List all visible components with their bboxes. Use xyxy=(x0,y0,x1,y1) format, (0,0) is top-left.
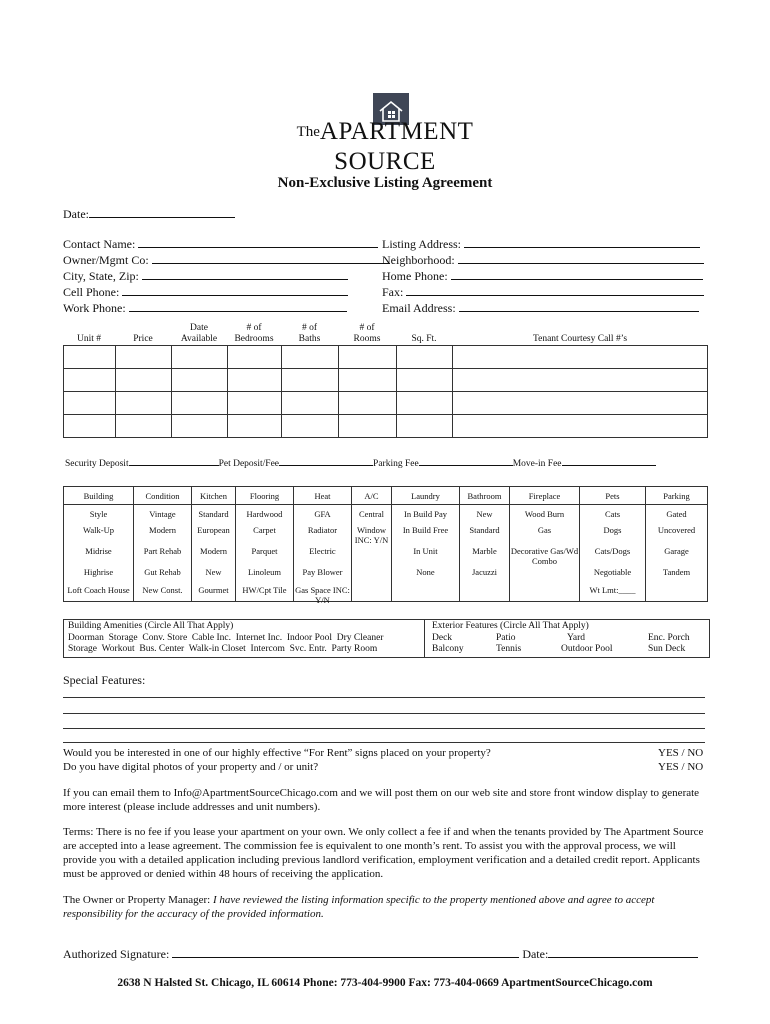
amenities-body-row xyxy=(64,505,708,602)
amenities-option[interactable]: Gourmet xyxy=(198,585,229,595)
amenities-header-cell: Condition xyxy=(134,487,192,505)
cell[interactable] xyxy=(116,346,172,369)
special-features-line[interactable] xyxy=(63,713,705,714)
owner-label: Owner/Mgmt Co: xyxy=(63,253,149,267)
amenities-option[interactable]: Gut Rehab xyxy=(144,567,181,577)
exterior-features-title: Exterior Features (Circle All That Apply) xyxy=(432,621,589,631)
amenities-header-cell: Fireplace xyxy=(510,487,580,505)
amenities-option[interactable]: Loft Coach House xyxy=(67,585,130,595)
owner-statement-text: I have reviewed the listing information specific to the property mentioned above and agree to accept responsibility for the accuracy of the provided information. xyxy=(63,894,655,920)
digital-photos-question: Do you have digital photos of your property and / or unit? xyxy=(63,761,319,773)
amenities-column-ac xyxy=(352,505,392,602)
cell[interactable] xyxy=(397,392,453,415)
cell[interactable] xyxy=(282,415,339,438)
listing-address-label: Listing Address: xyxy=(382,237,462,251)
cell[interactable] xyxy=(116,415,172,438)
cell[interactable] xyxy=(397,346,453,369)
cell[interactable] xyxy=(64,346,116,369)
unit-header: Unit # xyxy=(76,334,101,344)
special-features-line[interactable] xyxy=(63,697,705,698)
amenities-option[interactable]: Wt Lmt:____ xyxy=(589,585,636,595)
bedrooms-header: # of Bedrooms xyxy=(234,323,274,344)
amenities-option[interactable]: Tandem xyxy=(662,567,691,577)
amenities-option[interactable]: Jacuzzi xyxy=(471,567,497,577)
email-label: Email Address: xyxy=(382,301,456,315)
amenities-option[interactable]: Window INC: Y/N xyxy=(354,525,389,545)
amenities-option[interactable]: Decorative Gas/Wd Combo xyxy=(510,546,579,566)
cell[interactable] xyxy=(228,392,282,415)
pet-deposit-label: Pet Deposit/Fee xyxy=(218,459,280,469)
cell[interactable] xyxy=(64,392,116,415)
cell[interactable] xyxy=(339,392,397,415)
amenities-option[interactable]: New xyxy=(476,509,493,519)
cell-label: Cell Phone: xyxy=(63,285,120,299)
neighborhood-field[interactable] xyxy=(458,252,704,264)
amenities-option[interactable]: New xyxy=(205,567,222,577)
amenities-header-cell: Bathroom xyxy=(460,487,510,505)
cell[interactable] xyxy=(172,346,228,369)
amenities-option[interactable]: Midrise xyxy=(85,546,112,556)
cell[interactable] xyxy=(172,415,228,438)
owner-statement xyxy=(63,893,709,921)
neighborhood-label: Neighborhood: xyxy=(382,253,455,267)
pet-deposit-field[interactable] xyxy=(279,456,373,466)
date-label: Date: xyxy=(63,207,89,221)
home-phone-row xyxy=(382,268,704,284)
amenities-option[interactable]: Part Rehab xyxy=(143,546,182,556)
amenities-option[interactable]: Marble xyxy=(472,546,497,556)
contact-right xyxy=(382,236,704,316)
signature-field[interactable] xyxy=(172,946,519,958)
for-rent-sign-question: Would you be interested in one of our highly effective “For Rent” signs placed on your property? xyxy=(63,747,491,759)
city-row xyxy=(63,268,390,284)
special-features-label: Special Features: xyxy=(63,673,146,687)
amenities-option[interactable]: Cats/Dogs xyxy=(594,546,631,556)
cell-field[interactable] xyxy=(122,284,348,296)
cell[interactable] xyxy=(116,392,172,415)
cell[interactable] xyxy=(282,392,339,415)
amenities-option[interactable]: Dogs xyxy=(603,525,622,535)
amenities-column-fireplace xyxy=(510,505,580,602)
table-row xyxy=(64,346,708,369)
amenities-option[interactable]: Vintage xyxy=(149,509,176,519)
sqft-header: Sq. Ft. xyxy=(411,334,437,344)
amenities-option[interactable]: European xyxy=(197,525,230,535)
amenities-option[interactable]: Modern xyxy=(200,546,227,556)
logo-the: The xyxy=(296,124,320,140)
amenities-header-cell: A/C xyxy=(352,487,392,505)
cell[interactable] xyxy=(172,369,228,392)
contact-name-row xyxy=(63,236,390,252)
amenities-option[interactable]: Gas xyxy=(537,525,552,535)
signature-date-field[interactable] xyxy=(548,946,698,958)
amenities-header-cell: Heat xyxy=(294,487,352,505)
cell[interactable] xyxy=(453,369,708,392)
owner-statement-label: The Owner or Property Manager: xyxy=(63,894,213,906)
amenities-column-heat xyxy=(294,505,352,605)
cell[interactable] xyxy=(339,415,397,438)
amenities-option[interactable]: Radiator xyxy=(307,525,338,535)
amenities-option[interactable]: HW/Cpt Tile xyxy=(242,585,287,595)
exterior-deck[interactable]: Deck xyxy=(432,633,453,643)
city-label: City, State, Zip: xyxy=(63,269,139,283)
exterior-tennis[interactable]: Tennis xyxy=(496,644,522,654)
contact-name-field[interactable] xyxy=(138,236,378,248)
amenities-option[interactable]: Carpet xyxy=(253,525,276,535)
table-row xyxy=(64,369,708,392)
amenities-header-row xyxy=(64,487,708,505)
logo-apartment: APARTMENT xyxy=(319,118,474,145)
fax-row xyxy=(382,284,704,300)
special-features-line[interactable] xyxy=(63,728,705,729)
cell[interactable] xyxy=(397,369,453,392)
city-field[interactable] xyxy=(142,268,348,280)
price-header: Price xyxy=(133,334,153,344)
amenities-option[interactable]: New Const. xyxy=(142,585,183,595)
table-row xyxy=(64,392,708,415)
amenities-option[interactable]: In Build Pay xyxy=(404,509,447,519)
signature-row xyxy=(63,946,698,962)
amenities-option[interactable]: Standard xyxy=(198,509,229,519)
footer-address: 2638 N Halsted St. Chicago, IL 60614 Phone: 773-404-9900 Fax: 773-404-0669 ApartmentSourceChicago.com xyxy=(117,977,653,989)
baths-header: # of Baths xyxy=(298,323,321,344)
amenities-option[interactable]: None xyxy=(416,567,435,577)
amenities-option[interactable]: Negotiable xyxy=(593,567,632,577)
email-field[interactable] xyxy=(459,300,699,312)
email-row xyxy=(382,300,704,316)
exterior-enc-porch[interactable]: Enc. Porch xyxy=(648,633,690,643)
amenities-option[interactable]: Gated xyxy=(666,509,687,519)
building-amenities-title: Building Amenities (Circle All That Apply) xyxy=(68,621,234,631)
cell[interactable] xyxy=(339,346,397,369)
exterior-outdoor-pool[interactable]: Outdoor Pool xyxy=(561,644,613,654)
exterior-yard[interactable]: Yard xyxy=(567,633,586,643)
amenities-option[interactable]: Parquet xyxy=(251,546,278,556)
amenities-option[interactable]: Standard xyxy=(469,525,500,535)
amenities-column-condition xyxy=(134,505,192,602)
cell[interactable] xyxy=(172,392,228,415)
rooms-header: # of Rooms xyxy=(353,323,381,344)
work-field[interactable] xyxy=(129,300,347,312)
amenities-column-laundry xyxy=(392,505,460,602)
cell-row xyxy=(63,284,390,300)
fax-field[interactable] xyxy=(406,284,704,296)
fees-row xyxy=(65,456,656,469)
amenities-header-cell: Kitchen xyxy=(192,487,236,505)
amenities-option[interactable]: Uncovered xyxy=(657,525,696,535)
building-amenities-line1[interactable]: Doorman Storage Conv. Store Cable Inc. Internet Inc. Indoor Pool Dry Cleaner xyxy=(68,633,384,643)
amenities-column-building xyxy=(64,505,134,602)
amenities-header-cell: Building xyxy=(64,487,134,505)
cell[interactable] xyxy=(64,415,116,438)
amenities-option[interactable]: Highrise xyxy=(83,567,114,577)
amenities-box xyxy=(63,619,710,658)
amenities-column-bathroom xyxy=(460,505,510,602)
amenities-option[interactable]: In Unit xyxy=(413,546,438,556)
cell[interactable] xyxy=(116,369,172,392)
cell[interactable] xyxy=(64,369,116,392)
exterior-balcony[interactable]: Balcony xyxy=(432,644,464,654)
owner-field[interactable] xyxy=(152,252,390,264)
cell[interactable] xyxy=(339,369,397,392)
amenities-column-kitchen xyxy=(192,505,236,602)
amenities-column-pets xyxy=(580,505,646,602)
cell[interactable] xyxy=(453,392,708,415)
tenant-call-header: Tenant Courtesy Call #’s xyxy=(532,334,628,344)
date-field[interactable] xyxy=(89,206,235,218)
exterior-patio[interactable]: Patio xyxy=(496,633,516,643)
signature-label: Authorized Signature: xyxy=(63,947,170,961)
listing-address-row xyxy=(382,236,704,252)
amenities-option[interactable]: Walk-Up xyxy=(83,525,114,535)
logo-source: SOURCE xyxy=(334,148,436,175)
amenities-option[interactable]: In Build Free xyxy=(402,525,449,535)
amenities-option[interactable]: Cats xyxy=(604,509,621,519)
amenities-header-cell: Laundry xyxy=(392,487,460,505)
amenities-column-parking xyxy=(646,505,708,602)
email-paragraph: If you can email them to Info@ApartmentSourceChicago.com and we will post them on our web site and store front window display to generate more interest (please include addresses and unit numbers). xyxy=(63,787,700,813)
building-amenities xyxy=(64,620,425,657)
amenities-option[interactable]: Linoleum xyxy=(247,567,282,577)
signature-date-label: Date: xyxy=(522,947,549,961)
page-title: Non-Exclusive Listing Agreement xyxy=(277,175,493,191)
terms-paragraph: Terms: There is no fee if you lease your apartment on your own. We only collect a fee if and when the tenants provided by The Apartment Source are accepted into a lease agreement. The commission fee is equivalent to one month’s rent. To assist you with the approval process, we will provide you with a detailed application including previous landlord verification, employment verification and a detailed credit report. Applicants must be approved or denied within 48 hours of receiving the application. xyxy=(63,826,704,880)
listing-address-field[interactable] xyxy=(464,236,700,248)
amenities-option[interactable]: GFA xyxy=(314,509,331,519)
amenities-option[interactable]: Hardwood xyxy=(246,509,283,519)
amenities-option[interactable]: Central xyxy=(358,509,385,519)
contact-left xyxy=(63,236,390,316)
cell[interactable] xyxy=(228,415,282,438)
amenities-header-cell: Parking xyxy=(646,487,708,505)
amenities-table xyxy=(63,486,708,605)
cell[interactable] xyxy=(282,369,339,392)
amenities-header-cell: Pets xyxy=(580,487,646,505)
logo-wordmark xyxy=(0,118,770,146)
exterior-sun-deck[interactable]: Sun Deck xyxy=(648,644,686,654)
building-amenities-line2[interactable]: Storage Workout Bus. Center Walk-in Closet Intercom Svc. Entr. Party Room xyxy=(68,644,378,654)
cell[interactable] xyxy=(453,415,708,438)
home-phone-label: Home Phone: xyxy=(382,269,448,283)
amenities-option[interactable]: Wood Burn xyxy=(524,509,565,519)
table-row xyxy=(64,415,708,438)
work-label: Work Phone: xyxy=(63,301,126,315)
parking-fee-label: Parking Fee xyxy=(373,459,419,469)
amenities-column-flooring xyxy=(236,505,294,602)
security-deposit-field[interactable] xyxy=(129,456,219,466)
security-deposit-label: Security Deposit xyxy=(65,459,129,469)
date-row xyxy=(63,206,235,222)
cell[interactable] xyxy=(453,346,708,369)
cell[interactable] xyxy=(282,346,339,369)
amenities-option[interactable]: Gas Space INC: Y/N xyxy=(295,585,350,605)
amenities-option[interactable]: Style xyxy=(89,509,108,519)
parking-fee-field[interactable] xyxy=(419,456,513,466)
for-rent-sign-answer[interactable]: YES / NO xyxy=(658,747,704,759)
move-in-fee-field[interactable] xyxy=(562,456,656,466)
owner-row xyxy=(63,252,390,268)
amenities-option[interactable]: Pay Blower xyxy=(302,567,343,577)
cell[interactable] xyxy=(228,346,282,369)
home-phone-field[interactable] xyxy=(451,268,703,280)
cell[interactable] xyxy=(228,369,282,392)
date-available-header: Date Available xyxy=(180,323,218,344)
amenities-header-cell: Flooring xyxy=(236,487,294,505)
contact-name-label: Contact Name: xyxy=(63,237,136,251)
cell[interactable] xyxy=(397,415,453,438)
amenities-option[interactable]: Garage xyxy=(664,546,689,556)
fax-label: Fax: xyxy=(382,285,404,299)
amenities-option[interactable]: Electric xyxy=(309,546,336,556)
move-in-fee-label: Move-in Fee xyxy=(512,459,562,469)
neighborhood-row xyxy=(382,252,704,268)
special-features-line[interactable] xyxy=(63,742,705,743)
amenities-option[interactable]: Modern xyxy=(149,525,176,535)
digital-photos-answer[interactable]: YES / NO xyxy=(658,761,704,773)
work-row xyxy=(63,300,390,316)
unit-table xyxy=(63,345,708,438)
